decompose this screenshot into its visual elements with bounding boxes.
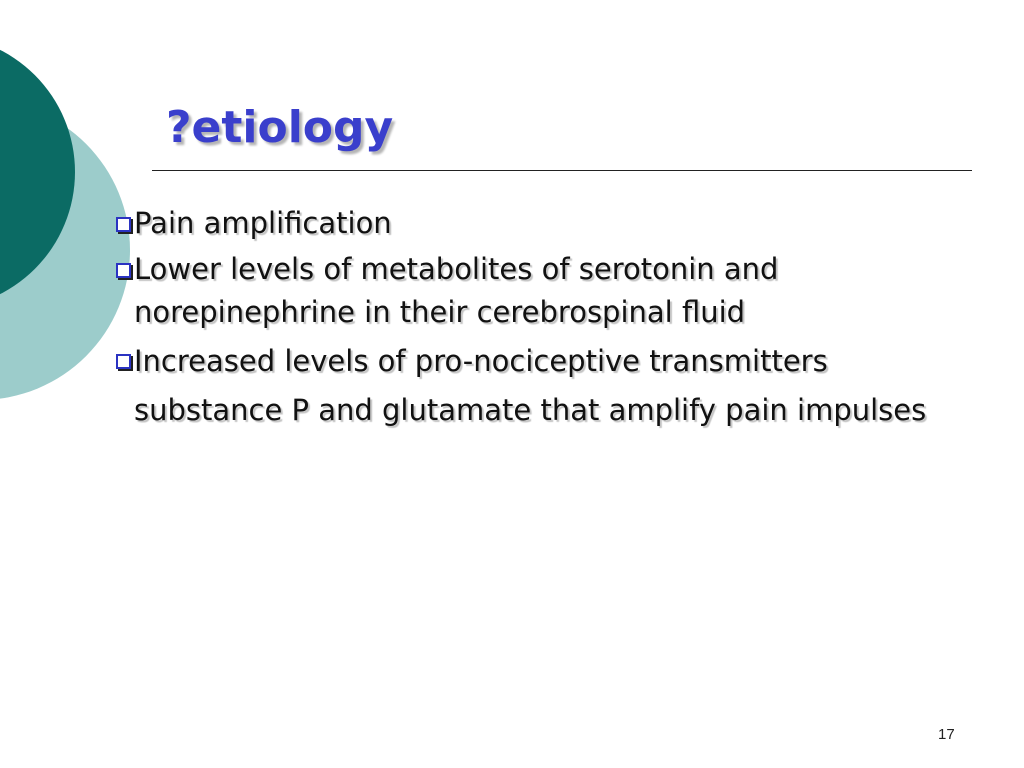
slide-number: 17 <box>938 726 955 743</box>
title-divider <box>152 170 972 171</box>
bullet-item <box>112 337 972 435</box>
hollow-square-bullet-icon <box>116 217 131 232</box>
slide-title: ?etiology <box>166 102 394 153</box>
hollow-square-bullet-icon <box>116 263 131 278</box>
bullet-text: Increased levels of pro-nociceptive transmitters substance P and glutamate that amplify pain impulses <box>134 344 927 427</box>
bullet-text: Lower levels of metabolites of serotonin and norepinephrine in their cerebrospinal fluid <box>134 252 779 329</box>
bullet-list <box>112 202 972 438</box>
bullet-item <box>112 248 972 334</box>
hollow-square-bullet-icon <box>116 354 131 369</box>
bullet-item <box>112 202 972 245</box>
bullet-text: Pain amplification <box>134 206 392 240</box>
